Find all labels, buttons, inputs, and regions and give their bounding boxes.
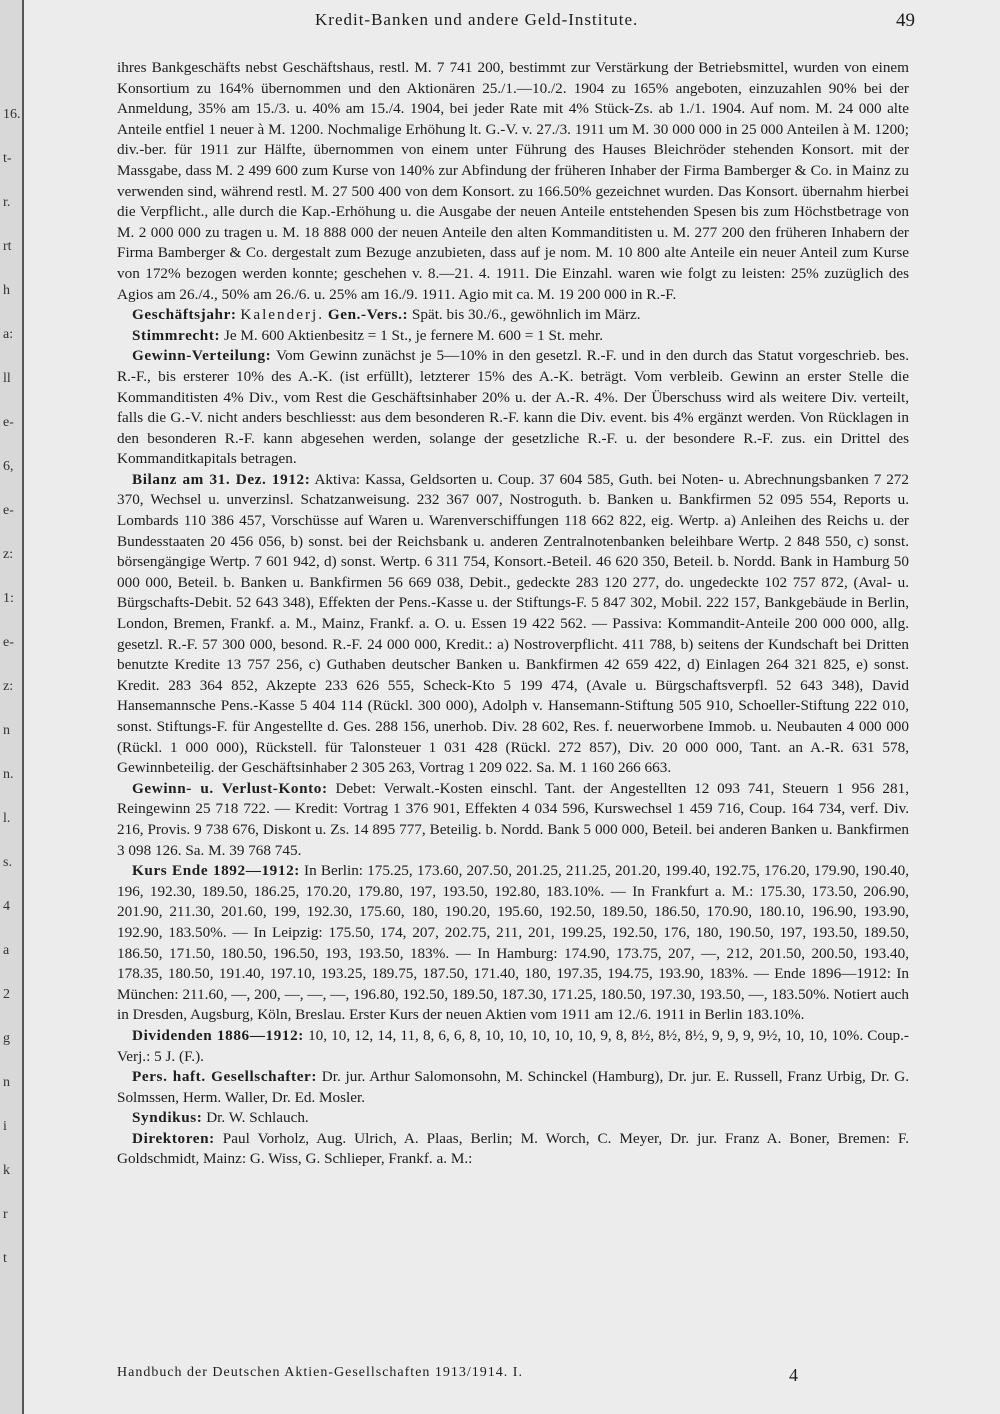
gutter-fragment: 16. — [3, 107, 21, 122]
section-label: Syndikus: — [132, 1109, 203, 1127]
gutter-fragment: t- — [3, 151, 12, 166]
section-label: Geschäftsjahr: — [132, 306, 237, 324]
section-text: Aktiva: Kassa, Geldsorten u. Coup. 37 604 585, Guth. bei Noten- u. Abrechnungsbanken 7 272 370, Wechsel u. unverzinsl. Schatzanweisung. 232 367 007, Nostroguth. b. Banken u. Bankfirmen 52 095 554, Reports u. Lombards 110 386 457, Vorschüsse auf Waren u. Warenverschiffungen 118 662 822, eig. Wertp. a) Anleihen des Reichs u. der Bundesstaaten 20 456 056, b) sonst. bei der Reichsbank u. anderen Zentralnotenbanken beleihbare Wertp. 2 848 550, c) sonst. börsengängige Wertp. 7 601 942, d) sonst. Wertp. 6 311 754, Konsort.-Beteil. 46 620 350, Beteil. b. Nordd. Bank in Hamburg 50 000 000, Beteil. b. Banken u. Bankfirmen 56 669 038, Debit., gedeckte 283 120 277, do. ungedeckte 102 757 872, (Aval- u. Bürgschafts-Debit. 52 643 348), Effekten der Pens.-Kasse u. der Stiftungs-F. 5 847 302, Mobil. 222 157, Bankgebäude in Berlin, London, Bremen, Frankf. a. M., Mainz, Frankf. a. O. u. Essen 19 422 562. — Passiva: Kommandit-Anteile 200 000 000, allg. gesetzl. R.-F. 57 300 000, besond. R.-F. 24 000 000, Kredit.: a) Nostroverpflicht. 411 788, b) seitens der Kundschaft bei Dritten benutzte Kredite 13 757 256, c) Guthaben deutscher Banken u. Bankfirmen 42 659 422, d) Einlagen 264 321 825, e) sonst. Kredit. 283 364 852, Akzepte 233 626 555, Scheck-Kto 5 199 474, (Avale u. Bürgschaftsverpfl. 52 643 348), David Hansemannsche Pens.-Kasse 5 404 114 (Rückl. 300 000), Adolph v. Hansemann-Stiftung 505 910, Schoeller-Stiftung 222 010, sonst. Stiftungs-F. für Angestellte d. Ges. 288 156, unerhob. Div. 28 602, Res. f. neuerworbene Immob. u. Neubauten 4 000 000 (Rückl. 1 000 000), Rückstell. für Talonsteuer 1 031 428 (Rückl. 272 857), Div. 20 000 000, Tant. an A.-R. 631 578, Gewinnbeteilig. der Geschäftsinhaber 2 305 263, Vortrag 1 209 022. Sa. M. 1 160 266 663. — [117, 470, 909, 777]
section-label: Dividenden 1886—1912: — [132, 1026, 304, 1044]
gutter-fragment: 1: — [3, 591, 14, 606]
section-text: In Berlin: 175.25, 173.60, 207.50, 201.25, 211.25, 201.20, 199.40, 192.75, 176.20, 179.90, 190.40, 196, 192.30, 189.50, 186.25, 170.20, 179.80, 197, 193.50, 192.80, 183.10%. — In Frankfurt a. M.: 175.30, 173.50, 206.90, 201.90, 211.30, 201.60, 199, 192.30, 175.60, 180, 190.20, 195.60, 192.50, 189.50, 186.50, 170.90, 180.10, 196.90, 193.90, 192.90, 183.50%. — In Leipzig: 175.50, 174, 207, 202.75, 211, 201, 199.25, 192.50, 176, 180, 190.50, 197, 193.50, 189.50, 186.50, 171.50, 180.50, 196.50, 193, 193.50, 183%. — In Hamburg: 174.90, 173.75, 207, —, 212, 201.50, 200.50, 193.40, 178.35, 180.50, 191.40, 197.10, 193.25, 189.75, 187.50, 171.40, 180, 197.35, 194.75, 193.90, 183%. — Ende 1896—1912: In München: 211.60, —, 200, —, —, —, 196.80, 192.50, 189.50, 187.30, 171.25, 180.50, 197.30, 193.50, —, 183.50%. Notiert auch in Dresden, Augsburg, Köln, Breslau. Erster Kurs der neuen Aktien vom 1911 am 12./6. 1911 in Berlin 183.10%. — [117, 862, 909, 1024]
signature-mark: 4 — [789, 1365, 799, 1385]
section-text: Je M. 600 Aktienbesitz = 1 St., je fernere M. 600 = 1 St. mehr. — [223, 326, 603, 344]
gutter-fragment: ll — [3, 371, 11, 386]
section-text: Vom Gewinn zunächst je 5—10% in den gesetzl. R.-F. und in den durch das Statut vorgeschrieb. bes. R.-F., bis ersterer 10% des A.-K. (ist erfüllt), letzterer 15% des A.-K. beträgt. Vom verbleib. Gewinn an erster Stelle die Kommanditisten 4% Div., vom Rest die Geschäftsinhaber 20% u. der A.-R. 4%. Der Überschuss wird als weitere Div. verteilt, falls die G.-V. nicht anders beschliesst: aus dem besonderen R.-F. kann die Div. event. bis 4% ergänzt werden. Von Rücklagen in den besonderen R.-F. kann abgesehen werden, solange der gesetzliche R.-F. u. der besondere R.-F. zus. ein Drittel des Kommanditkapitals betragen. — [117, 347, 909, 468]
section-text: Dr. jur. Arthur Salomonsohn, M. Schinckel (Hamburg), Dr. jur. E. Russell, Franz Urbig, Dr. G. Solmssen, Herm. Waller, Dr. Ed. Mosler. — [117, 1068, 910, 1106]
gutter-fragment: r — [3, 1207, 8, 1222]
section-label: Kurs Ende 1892—1912: — [132, 862, 300, 880]
running-title: Kredit-Banken und andere Geld-Institute. — [315, 10, 639, 29]
section-kurs — [117, 861, 909, 1026]
section-geschaeftsjahr — [117, 305, 909, 326]
gutter-fragment: n. — [3, 767, 14, 782]
gutter-fragment: h — [3, 283, 10, 298]
section-text: Kalenderj. — [240, 306, 325, 324]
gutter-fragment: n — [3, 723, 10, 738]
gutter-fragment: g — [3, 1031, 10, 1046]
page-number: 49 — [896, 10, 915, 31]
section-label-gen-vers: Gen.-Vers.: — [327, 306, 409, 324]
section-gesellschafter — [117, 1067, 909, 1108]
section-gewinn-verlust — [117, 779, 909, 861]
section-label: Direktoren: — [132, 1129, 215, 1147]
section-label: Bilanz am 31. Dez. 1912: — [132, 470, 311, 488]
gutter-fragment: l. — [3, 811, 11, 826]
section-label: Gewinn- u. Verlust-Konto: — [132, 779, 328, 797]
capital-history-paragraph: ihres Bankgeschäfts nebst Geschäftshaus, restl. M. 7 741 200, bestimmt zur Verstärkung der Betriebsmittel, wurden von einem Konsortium zu 164% übernommen und den Aktionären 25./1.—10./2. 1904 zu 165% angeboten, einzuzahlen 90% bei der Anmeldung, 35% am 15./3. u. 40% am 15./4. 1904, bei jeder Rate mit 4% Stück-Zs. ab 1./1. 1904. Auf nom. M. 24 000 alte Anteile entfiel 1 neuer à M. 1200. Nochmalige Erhöhung lt. G.-V. v. 27./3. 1911 um M. 30 000 000 in 25 000 Anteilen à M. 1200; div.-ber. für 1911 zur Hälfte, übernommen von einem unter Führung des Hauses Bleichröder stehenden Konsort. mit der Massgabe, dass M. 2 499 600 zum Kurse von 140% zur Abfindung der früheren Inhaber der Firma Bamberger & Co. in Mainz zu verwenden sind, während restl. M. 27 500 400 von dem Konsort. zu 166.50% gezeichnet wurden. Das Konsort. übernahm hierbei die Verpflicht., alle durch die Kap.-Erhöhung u. die Ausgabe der neuen Anteile entstehenden Spesen bis zum Höchstbetrage von M. 2 000 000 zu tragen u. M. 18 888 000 der neuen Anteile den alten Kommanditisten u. M. 277 200 den früheren Inhabern der Firma Bamberger & Co. dergestalt zum Bezuge anzubieten, dass auf je nom. M. 10 800 alte Anteile ein neuer Anteil zum Kurse von 172% bezogen werden konnte; geschehen v. 8.—21. 4. 1911. Die Einzahl. waren wie folgt zu leisten: 25% zuzüglich des Agios am 26./4., 50% am 26./6. u. 25% am 16./9. 1911. Agio mit ca. M. 19 200 000 in R.-F. — [117, 59, 909, 303]
adjacent-page-edge — [0, 0, 24, 1414]
gutter-fragment: 4 — [3, 899, 10, 914]
gutter-fragment: n — [3, 1075, 10, 1090]
section-label: Pers. haft. Gesellschafter: — [132, 1068, 318, 1086]
gutter-fragment: 6, — [3, 459, 14, 474]
section-dividenden — [117, 1026, 909, 1067]
section-text: Paul Vorholz, Aug. Ulrich, A. Plaas, Berlin; M. Worch, C. Meyer, Dr. jur. Franz A. Boner, Bremen: F. Goldschmidt, Mainz: G. Wiss, G. Schlieper, Frankf. a. M.: — [117, 1129, 909, 1168]
section-gewinn-verteilung — [117, 346, 909, 470]
gutter-fragment: e- — [3, 503, 14, 518]
footer-imprint: Handbuch der Deutschen Aktien-Gesellschaften 1913/1914. I. — [117, 1365, 523, 1380]
section-direktoren — [117, 1129, 909, 1170]
gutter-fragment: e- — [3, 635, 14, 650]
gutter-fragment: i — [3, 1119, 7, 1134]
gutter-fragment: z: — [3, 679, 14, 694]
section-bilanz — [117, 470, 909, 779]
section-text-gen-vers: Spät. bis 30./6., gewöhnlich im März. — [411, 306, 641, 324]
gutter-fragment: rt — [3, 239, 12, 254]
gutter-fragment: r. — [3, 195, 11, 210]
section-syndikus — [117, 1108, 909, 1129]
gutter-fragment: k — [3, 1163, 10, 1178]
section-stimmrecht — [117, 326, 909, 347]
page-body — [117, 58, 909, 1170]
gutter-fragment: s. — [3, 855, 12, 870]
page-header — [115, 10, 915, 34]
page-footer — [117, 1365, 909, 1385]
section-text: 10, 10, 12, 14, 11, 8, 6, 6, 8, 10, 10, 10, 10, 10, 9, 8, 8½, 8½, 8½, 9, 9, 9, 9½, 10, 10, 10%. Coup.-Verj.: 5 J. (F.). — [117, 1026, 909, 1065]
gutter-fragment: t — [3, 1251, 7, 1266]
gutter-fragment: a: — [3, 327, 14, 342]
gutter-fragment: z: — [3, 547, 14, 562]
gutter-fragment: 2 — [3, 987, 10, 1002]
section-label: Stimmrecht: — [132, 326, 221, 344]
section-label: Gewinn-Verteilung: — [132, 347, 272, 365]
section-text: Dr. W. Schlauch. — [206, 1109, 309, 1127]
gutter-fragment: e- — [3, 415, 14, 430]
section-text: Debet: Verwalt.-Kosten einschl. Tant. der Angestellten 12 093 741, Steuern 1 956 281, Reingewinn 25 718 722. — Kredit: Vortrag 1 376 901, Effekten 4 034 596, Kurswechsel 1 459 716, Coup. 164 734, verf. Div. 216, Provis. 9 738 676, Diskont u. Zs. 14 895 777, Beteilig. b. Nordd. Bank 5 000 000, Beteil. bei anderen Banken u. Bankfirmen 3 098 126. Sa. M. 39 768 745. — [117, 779, 909, 859]
gutter-fragment: a — [3, 943, 10, 958]
